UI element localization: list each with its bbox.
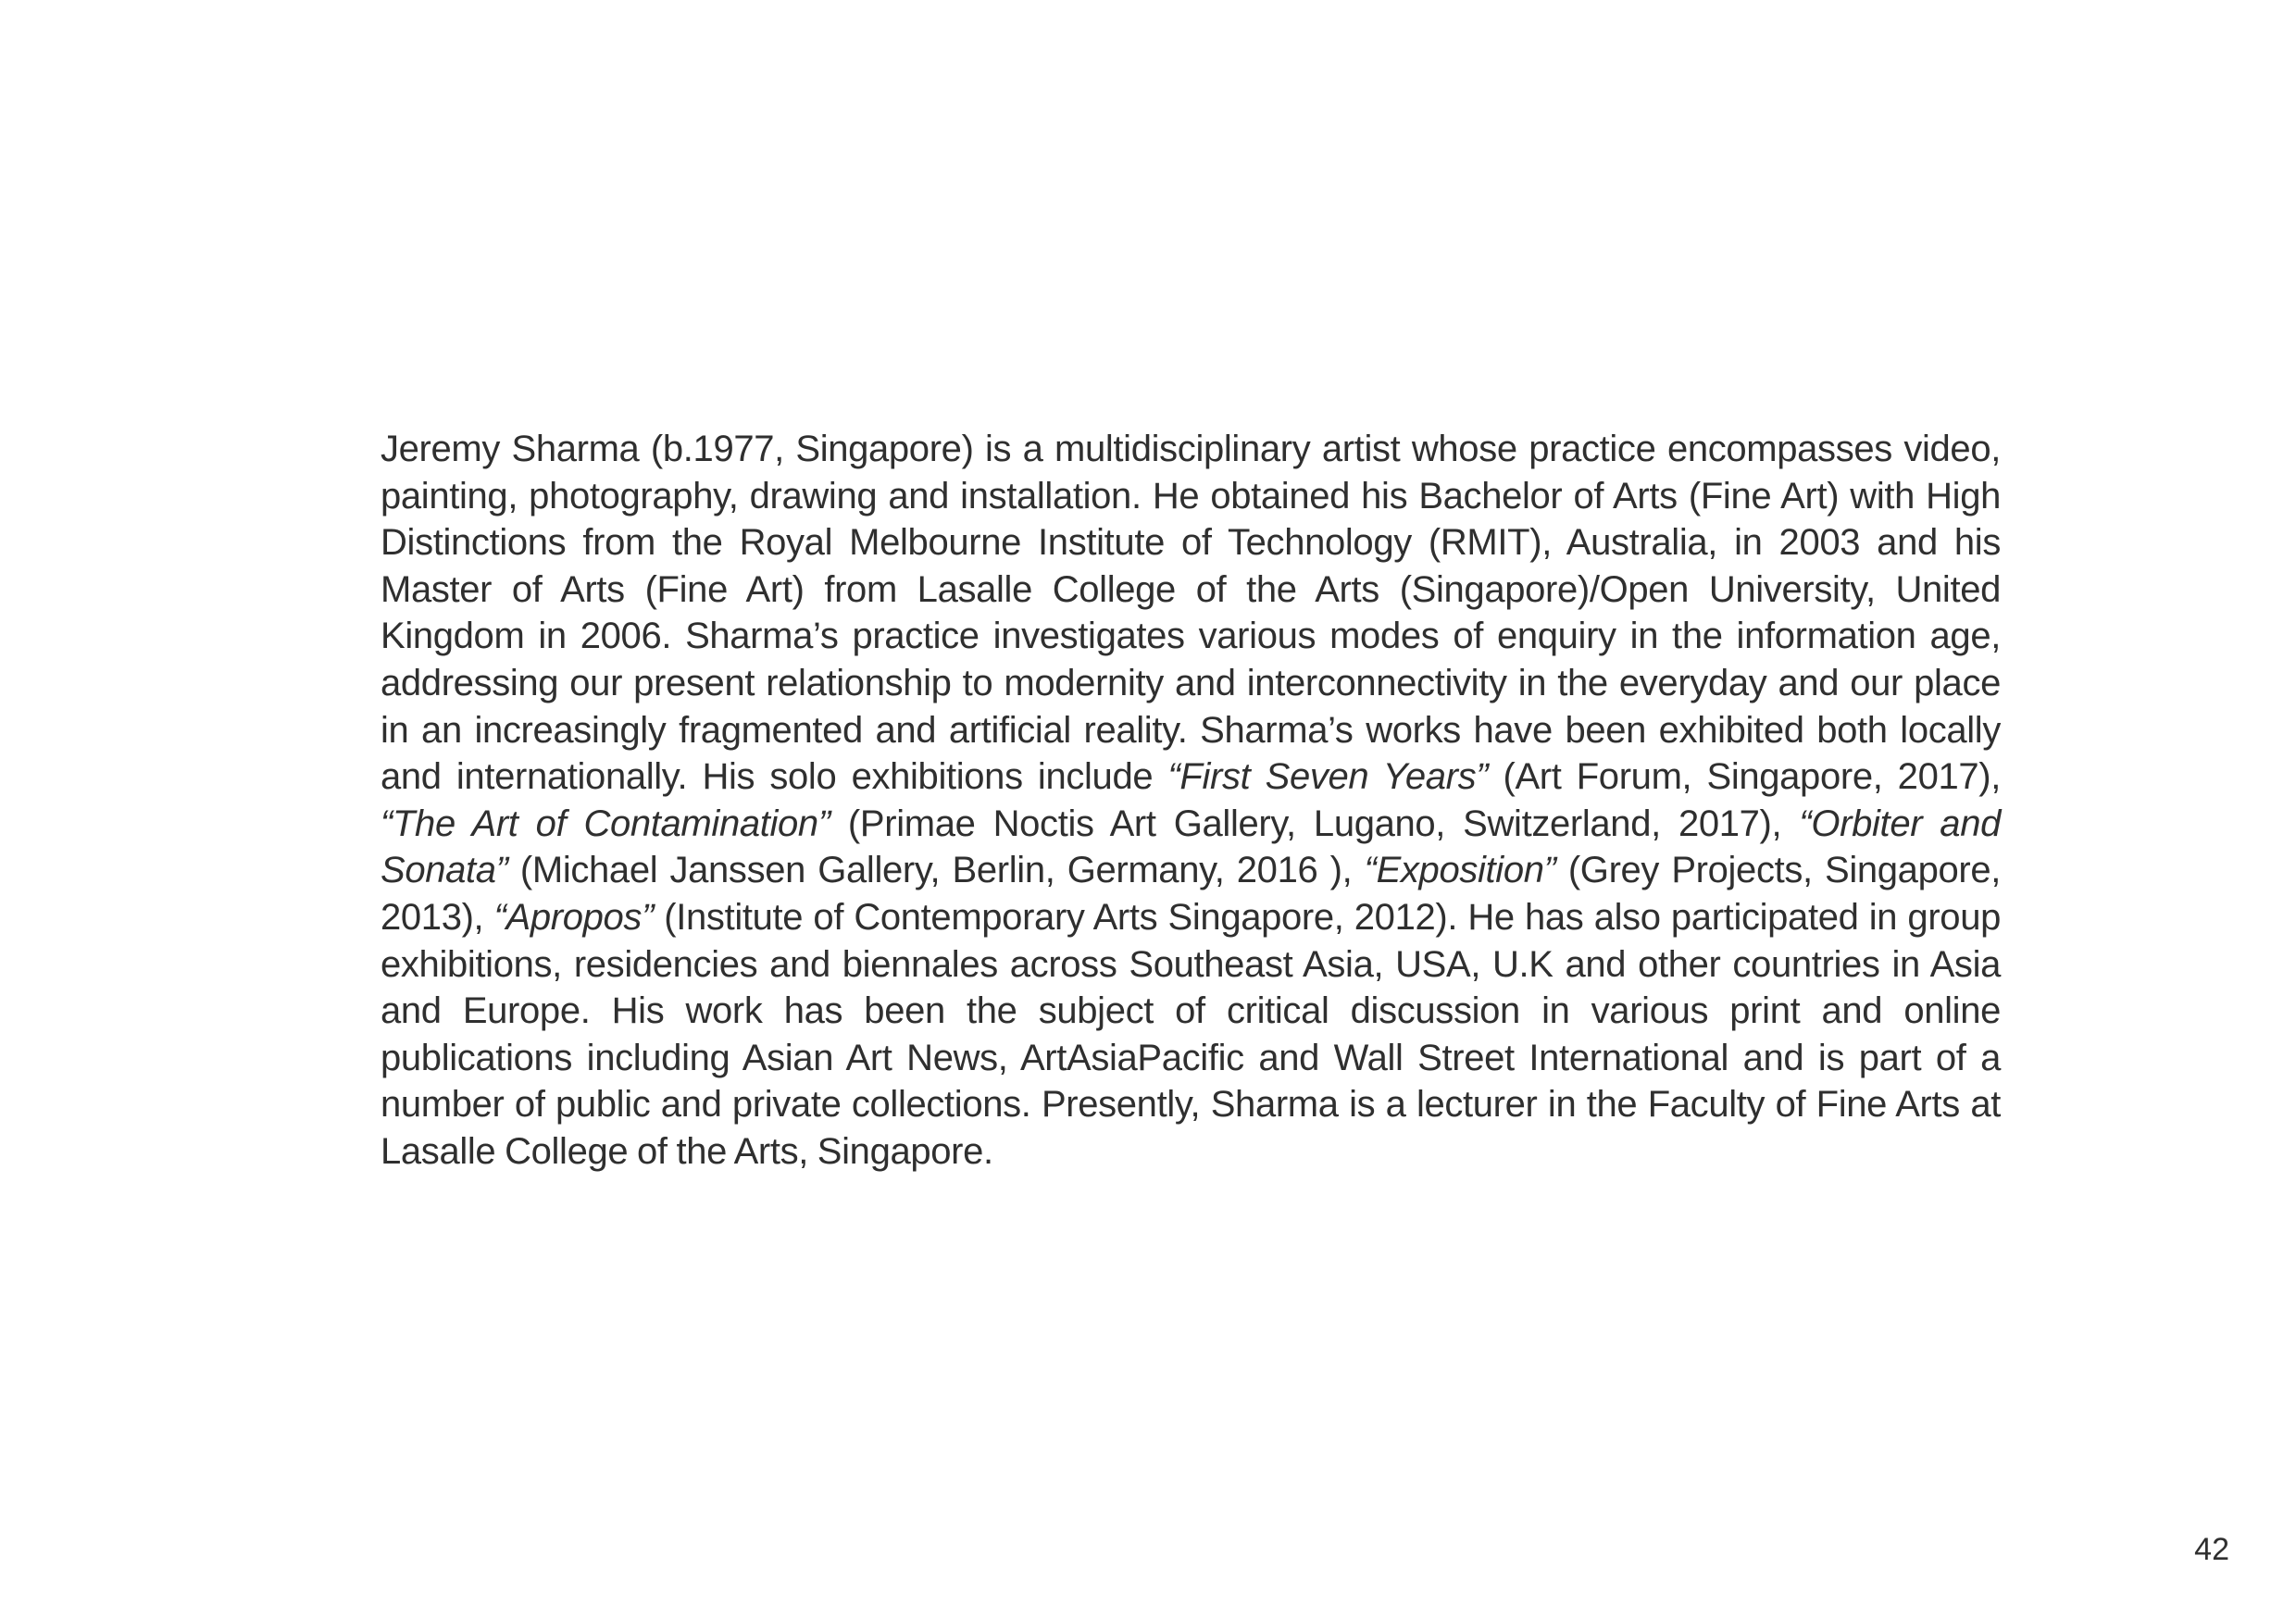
- bio-text-4: (Michael Janssen Gallery, Berlin, Germany, 2016 ),: [507, 850, 1365, 891]
- bio-text-3: (Primae Noctis Art Gallery, Lugano, Switzerland, 2017),: [830, 803, 1800, 844]
- exhibition-title-exposition: “Exposition”: [1364, 850, 1556, 891]
- bio-text-1: Jeremy Sharma (b.1977, Singapore) is a multidisciplinary artist whose practice encompasses video, painting, photography, drawing and installation. He obtained his Bachelor of Arts (Fine Art) with High Distinctions from the Royal Melbourne Institute of Technology (RMIT), Australia, in 2003 and his Master of Arts (Fine Art) from Lasalle College of the Arts (Singapore)/Open University, United Kingdom in 2006. Sharma’s practice investigates various modes of enquiry in the information age, addressing our present relationship to modernity and interconnectivity in the everyday and our place in an increasingly fragmented and artificial reality. Sharma’s works have been exhibited both locally and internationally. His solo exhibitions include: [381, 429, 2001, 798]
- exhibition-title-art-of-contamination: “The Art of Contamination”: [381, 803, 830, 844]
- exhibition-title-orbiter-and-sonata: “Orbiter and Sonata”: [381, 803, 2001, 891]
- bio-text-5: (Grey Projects, Singapore, 2013),: [381, 850, 2001, 938]
- bio-text-2: (Art Forum, Singapore, 2017),: [1488, 756, 2002, 798]
- bio-text-6: (Institute of Contemporary Arts Singapore, 2012). He has also participated in group exhibitions, residencies and biennales across Southeast Asia, USA, U.K and other countries in Asia and Europe. His work has been the subject of critical discussion in various print and online publications including Asian Art News, ArtAsiaPacific and Wall Street International and is part of a number of public and private collections. Presently, Sharma is a lecturer in the Faculty of Fine Arts at Lasalle College of the Arts, Singapore.: [381, 896, 2001, 1172]
- page-number: 42: [2194, 1532, 2229, 1567]
- exhibition-title-apropos: “Apropos”: [493, 896, 655, 938]
- artist-bio-paragraph: [381, 426, 2001, 1176]
- exhibition-title-first-seven-years: “First Seven Years”: [1167, 756, 1489, 798]
